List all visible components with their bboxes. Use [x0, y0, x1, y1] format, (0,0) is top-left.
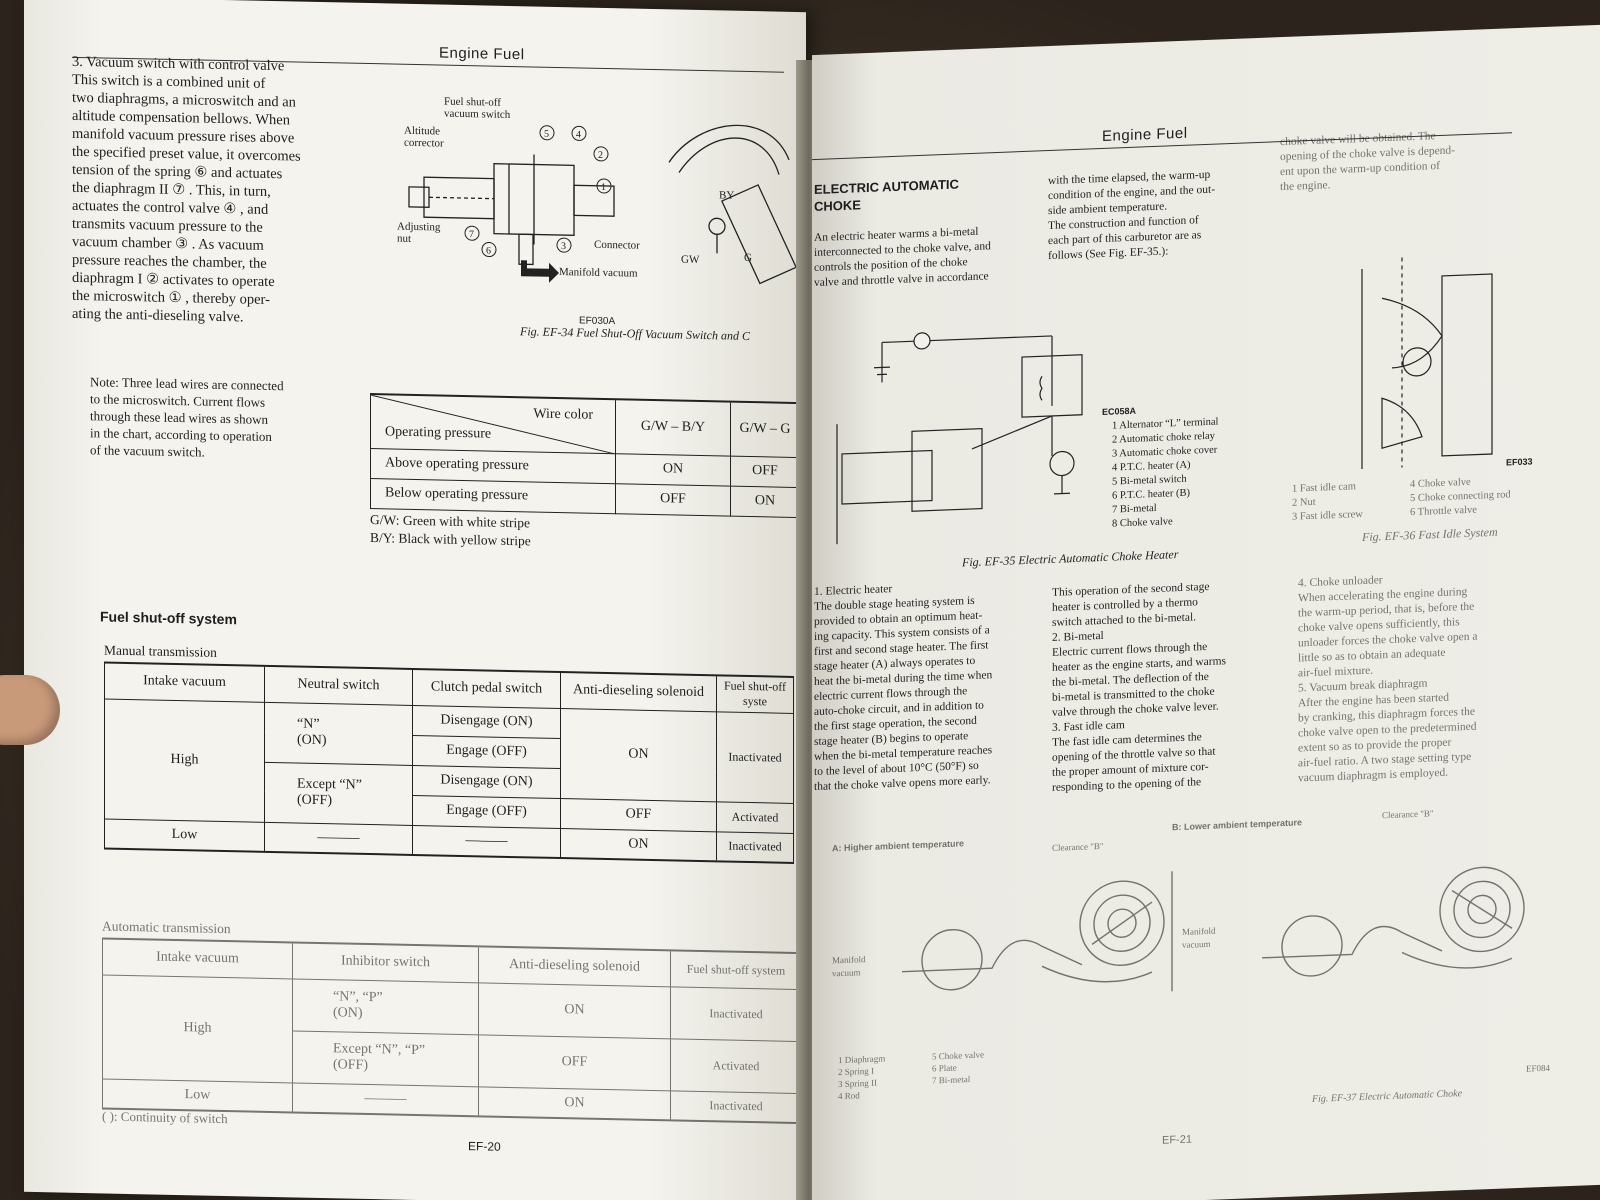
manual-except-n [265, 762, 413, 825]
manual-n-on [265, 702, 413, 765]
fig37-manifold-b-1: Manifold [1182, 925, 1216, 937]
fig35-legend-item: 2 Automatic choke relay [1112, 430, 1215, 446]
manual-on-label: (ON) [297, 732, 327, 749]
eac-col2-line: side ambient temperature. [1048, 200, 1168, 218]
note-text [90, 373, 370, 464]
eac-intro-col2 [1048, 165, 1273, 264]
automatic-transmission-table [102, 937, 802, 1124]
eac-title-line-2: CHOKE [814, 197, 861, 215]
body-col3-line: When accelerating the engine during [1298, 585, 1468, 605]
manual-header-fuel-shutoff: Fuel shut-off syste [717, 675, 794, 713]
row-below-c2: ON [731, 486, 800, 517]
fuel-shutoff-vacuum-switch-diagram [369, 91, 806, 350]
manual-n-label: “N” [297, 716, 320, 733]
row-above-c2: OFF [731, 456, 800, 487]
section-3-line: two diaphragms, a microswitch and an [72, 89, 296, 111]
fig37-legend-item: 7 Bi-metal [932, 1074, 971, 1086]
fig36-legend-item: 3 Fast idle screw [1292, 508, 1363, 523]
row-above-c1: ON [616, 453, 731, 485]
eac-col3-line: choke valve will be obtained. The [1280, 130, 1436, 149]
fig36-caption: Fig. EF-36 Fast Idle System [1362, 524, 1498, 545]
body-col1-line: electric current flows through the [814, 685, 968, 704]
fig37-label-a: A: Higher ambient temperature [832, 838, 965, 854]
body-col1-line: the first stage operation, the second [814, 714, 977, 734]
fig37-legend-item: 3 Spring II [838, 1077, 877, 1090]
right-page [812, 25, 1600, 1200]
manual-header-clutch: Clutch pedal switch [413, 669, 561, 708]
section-3-line: diaphragm I ② activates to operate [72, 269, 275, 291]
eac-intro-col1 [814, 223, 1029, 291]
note-line: in the chart, according to operation [90, 425, 272, 445]
label-altitude: Altitude [404, 124, 441, 138]
wire-color-header: Wire color [533, 406, 593, 423]
label-adjusting: Adjusting [397, 220, 441, 234]
body-col2-line: the proper amount of mixture cor- [1052, 760, 1209, 779]
body-col3-line: After the engine has been started [1298, 691, 1450, 710]
body-col2-line: valve through the choke valve lever. [1052, 700, 1219, 719]
fig36-legend-left [1292, 478, 1402, 524]
fig36-legend-item: 1 Fast idle cam [1292, 481, 1356, 495]
fig35-legend-item: 7 Bi-metal [1112, 502, 1157, 516]
body-col1-line: when the bi-metal temperature reaches [814, 744, 993, 764]
figure-ef34 [369, 91, 806, 350]
manual-engage-2: Engage (OFF) [413, 795, 561, 828]
callout-5: 5 [544, 128, 549, 140]
eac-col2-line: with the time elapsed, the warm-up [1048, 168, 1211, 188]
section-3-line: the diaphragm II ⑦ . This, in turn, [72, 179, 271, 200]
fig37-manifold-a-2: vacuum [832, 967, 861, 979]
fig37-manifold-b-2: vacuum [1182, 938, 1211, 950]
section-3-line: altitude compensation bellows. When [72, 107, 290, 129]
operating-pressure-header: Operating pressure [385, 423, 492, 442]
eac-col1-line: valve and throttle valve in accordance [814, 270, 989, 290]
section-3-line: tension of the spring ⑥ and actuates [72, 161, 283, 183]
fig36-legend-item: 4 Choke valve [1410, 476, 1471, 491]
body-col3-line: little so as to obtain an adequate [1298, 646, 1446, 665]
section-3-line: manifold vacuum pressure rises above [72, 125, 295, 147]
body-col2-line: switch attached to the bi-metal. [1052, 611, 1197, 629]
col-gw-g: G/W – G [731, 402, 800, 457]
body-col3-line: air-fuel mixture. [1298, 664, 1374, 680]
body-col1-line: 1. Electric heater [814, 583, 893, 599]
eac-col3-line: opening of the choke valve is depend- [1280, 144, 1455, 164]
eac-title-line-1: ELECTRIC AUTOMATIC [814, 176, 959, 198]
body-col3-line: the warm-up period, that is, before the [1298, 600, 1475, 620]
eac-col2-line: follows (See Fig. EF-35.): [1048, 245, 1169, 263]
section-3-line: pressure reaches the chamber, the [72, 251, 267, 272]
body-col2-line: This operation of the second stage [1052, 580, 1210, 599]
fig37-legend-item: 1 Diaphragm [838, 1053, 886, 1066]
body-col2-line: heater as the engine starts, and warms [1052, 655, 1227, 674]
figure-ef36 [1322, 253, 1522, 481]
body-col1-line: heat the bi-metal during the time when [814, 669, 993, 689]
left-page [24, 0, 806, 1200]
auto-header-fuel-shutoff: Fuel shut-off system [671, 950, 802, 989]
callout-4: 4 [576, 129, 581, 141]
wire-legend-gw: G/W: Green with white stripe [370, 512, 530, 531]
fig37-legend-item: 2 Spring I [838, 1065, 874, 1078]
right-page-header: Engine Fuel [1102, 124, 1188, 145]
callout-6: 6 [486, 245, 491, 257]
eac-col1-line: An electric heater warms a bi-metal [814, 225, 979, 245]
manual-off-label: (OFF) [297, 792, 333, 809]
auto-low-dash: ——— [293, 1082, 479, 1116]
fig34-code: EF030A [579, 315, 616, 328]
body-col2-line: the bi-metal. The deflection of the [1052, 670, 1209, 689]
continuity-footnote: ( ): Continuity of switch [102, 1108, 228, 1127]
fig35-legend-item: 1 Alternator “L” terminal [1112, 416, 1219, 432]
arrow-icon [521, 260, 559, 283]
label-vacuum-switch: vacuum switch [444, 107, 511, 121]
note-line: to the microswitch. Current flows [90, 391, 266, 410]
label-by: BY [719, 189, 735, 202]
fig37-clearance-b: Clearance "B" [1382, 808, 1434, 821]
manual-low: Low [105, 818, 265, 851]
auto-header-intake: Intake vacuum [103, 938, 293, 978]
fig37-legend-item: 6 Plate [932, 1062, 957, 1074]
body-col2-line: The fast idle cam determines the [1052, 731, 1202, 749]
body-col2-line: Electric current flows through the [1052, 640, 1208, 659]
fig35-caption: Fig. EF-35 Electric Automatic Choke Heater [962, 547, 1179, 570]
auto-header-solenoid: Anti-dieseling solenoid [479, 946, 671, 986]
auto-except-np-off: (OFF) [333, 1057, 369, 1074]
section-3-line: the microswitch ① , thereby oper- [72, 287, 270, 308]
body-col1-line: to the level of about 10°C (50°F) so [814, 759, 979, 779]
manual-except-label: Except “N” [297, 776, 362, 793]
fig36-legend-item: 5 Choke connecting rod [1410, 489, 1511, 505]
row-below-label: Below operating pressure [371, 478, 616, 513]
fig37-manifold-a-1: Manifold [832, 954, 866, 966]
manual-transmission-table [104, 661, 794, 863]
section-3-text [72, 53, 362, 329]
section-3-line: 3. Vacuum switch with control valve [72, 53, 285, 75]
manual-engage-1: Engage (OFF) [413, 735, 561, 768]
body-col1-line: stage heater (A) always operates to [814, 654, 976, 674]
auto-fs-activated: Activated [671, 1038, 802, 1093]
right-page-number: EF-21 [1162, 1133, 1192, 1147]
auto-low: Low [103, 1078, 293, 1112]
body-col1 [814, 577, 1034, 795]
fig37-code: EF084 [1526, 1062, 1551, 1074]
eac-col2-line: The construction and function of [1048, 214, 1199, 233]
wire-legend-by: B/Y: Black with yellow stripe [370, 530, 531, 549]
auto-solenoid-low: ON [479, 1086, 671, 1120]
fuel-shutoff-title: Fuel shut-off system [100, 608, 237, 628]
fig36-legend-item: 2 Nut [1292, 496, 1316, 509]
section-3-line: the specified preset value, it overcomes [72, 143, 301, 165]
callout-1: 1 [601, 181, 606, 194]
auto-solenoid-off: OFF [479, 1034, 671, 1090]
fig35-code: EC058A [1102, 405, 1137, 417]
auto-solenoid-on: ON [479, 982, 671, 1038]
manual-fs-inactivated-1: Inactivated [717, 711, 794, 803]
body-col3-line: 5. Vacuum break diaphragm [1298, 677, 1428, 695]
body-col3-line: air-fuel ratio. A two stage setting type [1298, 750, 1472, 770]
choke-heater-circuit-diagram [822, 313, 1122, 555]
label-fuel-shutoff: Fuel shut-off [444, 95, 501, 109]
section-3-line: ating the anti-dieseling valve. [72, 305, 244, 326]
eac-intro-col3 [1280, 126, 1520, 195]
body-col3-line: 4. Choke unloader [1298, 574, 1383, 590]
body-col3-line: by cranking, this diaphragm forces the [1298, 705, 1475, 725]
manual-solenoid-off: OFF [561, 798, 717, 831]
fig37-manifold-a [832, 953, 866, 980]
eac-title [814, 175, 959, 215]
fig35-legend-item: 8 Choke valve [1112, 516, 1173, 530]
fig37-legend-item: 5 Choke valve [932, 1049, 984, 1062]
body-col3-line: vacuum diaphragm is employed. [1298, 766, 1449, 785]
body-col3-line: choke valve open to the predetermined [1298, 720, 1477, 740]
manual-header-intake: Intake vacuum [105, 662, 265, 701]
body-col2-line: bi-metal is transmitted to the choke [1052, 685, 1215, 704]
label-connector: Connector [594, 238, 640, 252]
fig37-manifold-b [1182, 925, 1216, 952]
section-3-line: actuates the control valve ④ , and [72, 197, 269, 218]
auto-high: High [103, 974, 293, 1082]
body-col3 [1298, 568, 1523, 787]
note-line: of the vacuum switch. [90, 442, 205, 460]
manual-fs-activated: Activated [717, 801, 794, 833]
fig35-legend-item: 5 Bi-metal switch [1112, 473, 1187, 488]
label-gw: GW [681, 253, 700, 266]
manual-transmission-label: Manual transmission [104, 642, 217, 660]
eac-col1-line: controls the position of the choke [814, 256, 968, 275]
fig35-legend-item: 3 Automatic choke cover [1112, 444, 1218, 460]
label-corrector: corrector [404, 136, 444, 150]
manual-low-dash-2: ——— [413, 825, 561, 858]
auto-header-inhibitor: Inhibitor switch [293, 942, 479, 982]
body-col2-line: 2. Bi-metal [1052, 629, 1104, 644]
left-page-number: EF-20 [468, 1139, 501, 1154]
body-col1-line: stage heater (B) begins to operate [814, 730, 969, 749]
left-page-header: Engine Fuel [439, 44, 525, 64]
fig37-legend-item: 4 Rod [838, 1090, 860, 1102]
callout-2: 2 [598, 149, 603, 161]
fig37-clearance-a: Clearance "B" [1052, 840, 1104, 853]
body-col1-line: that the choke valve opens more early. [814, 774, 991, 794]
body-col1-line: The double stage heating system is [814, 594, 975, 614]
manual-disengage-1: Disengage (ON) [413, 705, 561, 738]
callout-3: 3 [561, 241, 566, 253]
fig36-legend-right [1410, 474, 1530, 521]
wire-color-table [370, 393, 800, 518]
row-below-c1: OFF [616, 483, 731, 515]
body-col2-line: opening of the throttle valve so that [1052, 745, 1216, 764]
body-col3-line: extent so as to provide the proper [1298, 736, 1452, 755]
fig37-caption: Fig. EF-37 Electric Automatic Choke [1312, 1088, 1463, 1105]
fig35-legend-item: 6 P.T.C. heater (B) [1112, 487, 1190, 502]
fig35-legend-item: 4 P.T.C. heater (A) [1112, 459, 1191, 474]
section-3-line: vacuum chamber ③ . As vacuum [72, 233, 264, 254]
body-col1-line: provided to obtain an optimum heat- [814, 609, 983, 629]
auto-except-np [293, 1030, 479, 1086]
fig37-legend-right [932, 1047, 1022, 1086]
manual-solenoid-on: ON [561, 708, 717, 801]
manual-header-neutral: Neutral switch [265, 666, 413, 705]
body-col1-line: first and second stage heater. The first [814, 639, 989, 659]
label-nut: nut [397, 232, 412, 245]
fig35-legend [1112, 414, 1262, 532]
fast-idle-system-diagram [1322, 253, 1522, 481]
manual-solenoid-low: ON [561, 828, 717, 861]
note-line: Note: Three lead wires are connected [90, 374, 284, 394]
auto-np-label: “N”, “P” [333, 989, 383, 1006]
body-col2-line: heater is controlled by a thermo [1052, 596, 1198, 614]
body-col2-line: responding to the opening of the [1052, 776, 1202, 794]
eac-col2-line: each part of this carburetor are as [1048, 229, 1202, 248]
section-3-line: This switch is a combined unit of [72, 71, 266, 92]
auto-fs-inactivated-1: Inactivated [671, 986, 802, 1041]
body-col3-line: unloader forces the choke valve open a [1298, 630, 1478, 650]
fig34-caption: Fig. EF-34 Fuel Shut-Off Vacuum Switch and C [520, 324, 750, 344]
auto-fs-inactivated-2: Inactivated [671, 1090, 802, 1123]
auto-except-np-label: Except “N”, “P” [333, 1041, 426, 1059]
fig37-legend-left [838, 1051, 928, 1102]
wire-header-cell [371, 394, 616, 453]
fig36-legend-item: 6 Throttle valve [1410, 504, 1477, 519]
automatic-transmission-label: Automatic transmission [102, 918, 231, 937]
body-col1-line: ing capacity. This system consists of a [814, 624, 990, 644]
eac-col3-line: the engine. [1280, 179, 1331, 194]
section-3-line: transmits vacuum pressure to the [72, 215, 263, 236]
body-col1-line: auto-choke circuit, and in addition to [814, 699, 984, 719]
auto-np [293, 978, 479, 1034]
body-col2-line: 3. Fast idle cam [1052, 719, 1125, 734]
eac-col2-line: condition of the engine, and the out- [1048, 183, 1216, 203]
label-g: G [744, 251, 752, 265]
fig37-label-b: B: Lower ambient temperature [1172, 817, 1303, 833]
col-gw-by: G/W – B/Y [616, 399, 731, 455]
fig36-code: EF033 [1506, 456, 1533, 468]
body-col3-line: choke valve opens sufficiently, this [1298, 616, 1460, 635]
manual-fs-inactivated-2: Inactivated [717, 831, 794, 863]
callout-7: 7 [469, 229, 474, 241]
manual-low-dash-1: ——— [265, 822, 413, 855]
manual-high: High [105, 698, 265, 821]
eac-col3-line: ent upon the warm-up condition of [1280, 160, 1441, 179]
figure-ef35 [822, 313, 1122, 555]
eac-col1-line: interconnected to the choke valve, and [814, 240, 991, 260]
manual-header-solenoid: Anti-dieseling solenoid [561, 672, 717, 711]
manual-disengage-2: Disengage (ON) [413, 765, 561, 798]
note-line: through these lead wires as shown [90, 408, 268, 427]
label-manifold-vacuum: Manifold vacuum [559, 266, 638, 280]
row-above-label: Above operating pressure [371, 448, 616, 483]
auto-np-on: (ON) [333, 1005, 363, 1021]
body-col2 [1052, 577, 1277, 796]
